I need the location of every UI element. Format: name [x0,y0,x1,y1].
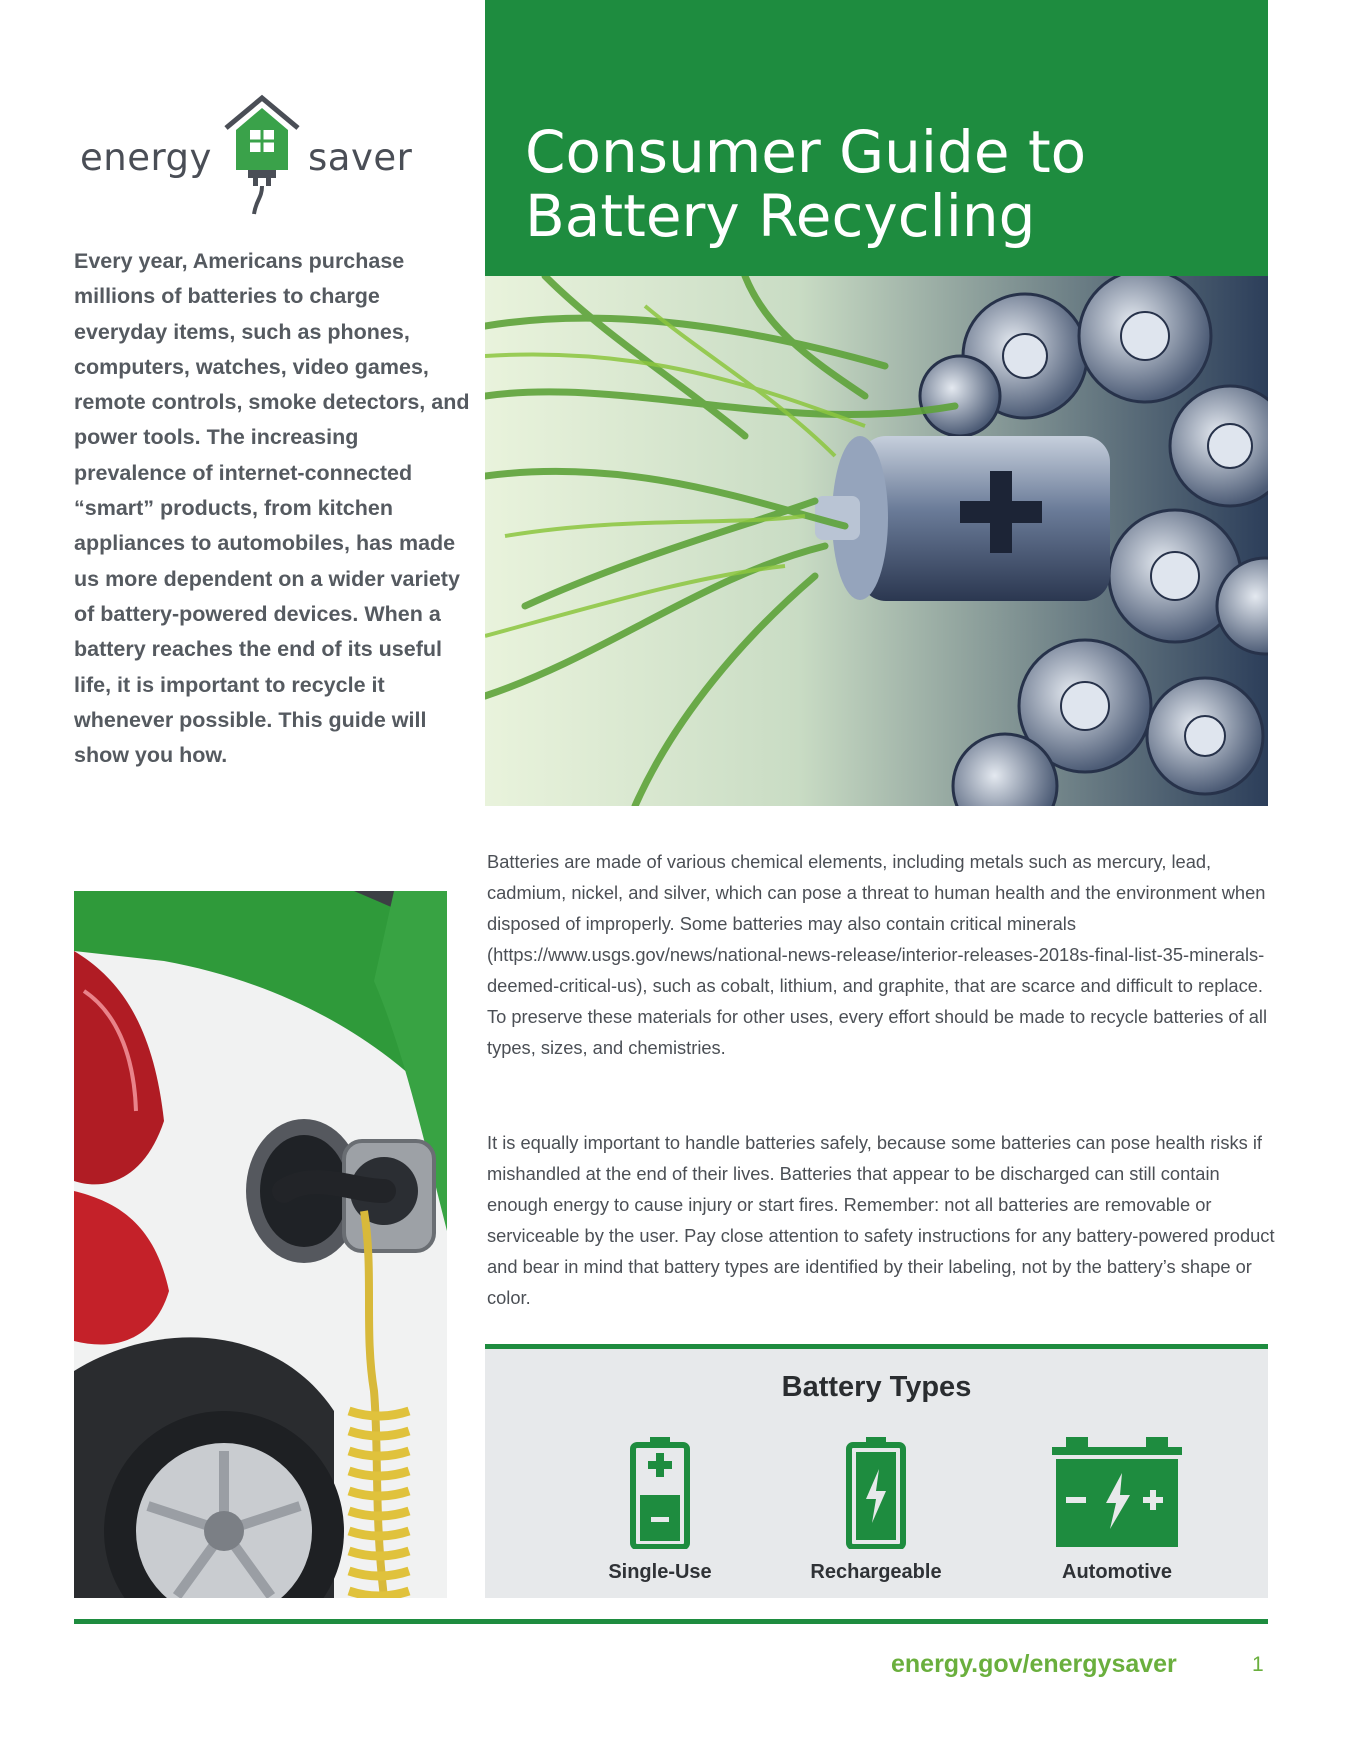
logo-word-saver: saver [308,136,413,179]
battery-type-automotive [1032,1437,1202,1584]
body-paragraph-2: It is equally important to handle batteries safely, because some batteries can pose health risks if mishandled at the end of their lives. Batteries that appear to be discharged can still contain enough energy to cause injury or start fires. Remember: not all batteries are removable or serviceable by the user. Pay close attention to safety instructions for any battery-powered product and bear in mind that battery types are identified by their labeling, not by the battery’s shape or color. [487,1132,1275,1308]
intro-paragraph: Every year, Americans purchase millions of batteries to charge everyday items, such as phones, computers, watches, video games, remote controls, smoke detectors, and power tools. The increasing prevalence of internet-connected “smart” products, from kitchen appliances to automobiles, has made us more dependent on a wider variety of battery-powered devices. When a battery reaches the end of its useful life, it is important to recycle it whenever possible. This guide will show you how. [74,249,470,768]
body-paragraph-1: Batteries are made of various chemical elements, including metals such as mercury, lead, cadmium, nickel, and silver, which can pose a threat to human health and the environment when disposed of improperly. Some batteries may also contain critical minerals (https://www.usgs.gov/news/national-news-release/interior-releases-2018s-final-list-35-minerals-deemed-critical-us), such as cobalt, lithium, and graphite, that are scarce and difficult to replace. To preserve these materials for other uses, every effort should be made to recycle batteries of all types, sizes, and chemistries. [487,851,1268,1058]
footer-link-energysaver[interactable]: energy.gov/energysaver [891,1650,1177,1678]
battery-type-label: Rechargeable [810,1561,942,1583]
title-line-1: Consumer Guide to [525,118,1087,186]
energy-saver-logo [80,92,420,218]
house-plug-icon [220,92,304,218]
logo-word-energy: energy [80,136,212,179]
page-number: 1 [1252,1653,1264,1676]
battery-type-label: Automotive [1062,1561,1172,1583]
single-use-battery-icon [630,1437,690,1549]
battery-type-single-use [575,1437,745,1584]
batteries-hero-photo [485,276,1268,806]
battery-types-title: Battery Types [781,1371,972,1403]
page-title [525,120,1086,248]
car-battery-icon [1052,1437,1182,1549]
battery-types-panel [485,1344,1268,1598]
title-line-2: Battery Recycling [525,182,1036,250]
ev-charging-photo [74,891,447,1598]
title-banner [485,0,1268,276]
footer-divider [74,1619,1268,1624]
battery-type-label: Single-Use [608,1561,712,1583]
battery-type-rechargeable [791,1437,961,1584]
rechargeable-battery-icon [846,1437,906,1549]
